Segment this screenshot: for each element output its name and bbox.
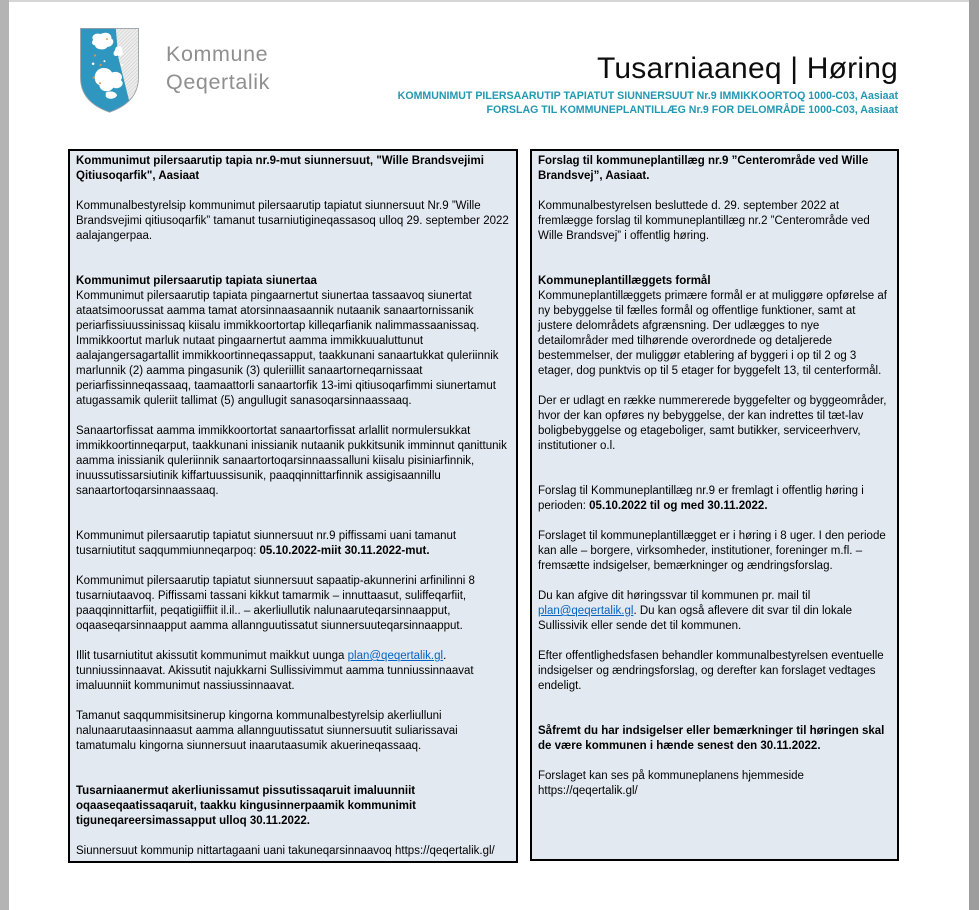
purpose [538, 289, 891, 379]
email-link[interactable]: plan@qeqertalik.gl [538, 605, 634, 617]
hearing-period [76, 529, 510, 559]
building-areas [538, 394, 891, 454]
hearing-info [538, 529, 891, 574]
purpose-heading [538, 274, 891, 289]
document-subtitle [398, 89, 898, 117]
text-run: Sanaartorfissat aamma immikkoortortat sanaartorfissat arlallit normulersukkat immikkoortinneqarput, taakkunani inissianik nutaanik pukkitsunik imminnut qanittunik aamma inissianik quleriinnik sanaartortoqarsinnaassalluni kiisalu pisiniarfinnik, inuussutissarsiutinik kiffartuussisunik, paaqqinnittarfinnik assigisaannillu sanaartortoqarsinnaassaaq. [76, 425, 507, 497]
subtitle-line-greenlandic: KOMMUNIMUT PILERSAARUTIP TAPIATUT SIUNNERSUUT Nr.9 IMMIKKOORTOQ 1000-C03, Aasiaat [397, 90, 898, 102]
text-run: Kommunimut pilersaarutip tapiatut siunnersuut nr.9 piffissami uani tamanut tusarniutitut saqqummiunneqarpoq: [76, 530, 457, 557]
page-edge-right [969, 0, 979, 910]
text-run: Kommunimut pilersaarutip tapiata pingaarnertut siunertaa tassaavoq siunertat ataatsimoorussat aamma tamat atorsinnaasaannik nutaanik sanaartornissanik periarfissiuussinissaq kiisalu immikkoortortap killeqarfianik nalimmassaanissaq. Immikkoortut marluk nutaat pingaarnertut aamma immikkuualuttunut aalajangersagartallit immikkoortinneqassapput, taakkunani sanaartukkat quleriinnik marlunnik (2) aamma pingasunik (3) quleriillit sanaartorneqarnissaat periarfissinneqassaaq, taamaattorli sanaartorfik 13-imi qitiusoqarfimmi siunertamut atugassamik quleriit tallimat (5) angullugit sanasoqarsinnaassaaq. [76, 290, 499, 407]
text-run: Såfremt du har indsigelser eller bemærkninger til høringen skal de være kommunen i hænde senest den 30.11.2022. [538, 725, 885, 752]
logo-text [166, 40, 270, 97]
text-run: Forslaget til kommuneplantillægget er i høring i 8 uger. I den periode kan alle – borgere, virksomheder, institutioner, foreninger m.fl. – fremsætte indsigelser, bemærkninger og ændringsforslag. [538, 530, 886, 572]
kommune-qeqertalik-crest-icon [78, 24, 141, 116]
deadline-notice [538, 724, 891, 754]
text-run: Du kan afgive dit høringssvar til kommunen pr. mail til [538, 590, 811, 602]
text-run: Kommuneplantillæggets primære formål er at muliggøre opførelse af ny bebyggelse til fælles formål og offentlige funktioner, samt at justere delområdets afgrænsning. Der udlægges to nye detailområder med tilhørende overordnede og detaljerede bestemmelser, der muliggør etablering af byggeri i op til 2 og 3 etager, dog punktvis op til 5 etager for byggefelt 13, til centerformål. [538, 290, 887, 377]
text-run: Kommunalbestyrelsip kommunimut pilersaarutip tapiatut siunnersuut Nr.9 ”Wille Brandsvejimi qitiusoqarfik” tamanut tusarniutigineqassasoq ulloq 29. september 2022 aalajangerpaa. [76, 200, 509, 242]
text-run: Kommunimut pilersaarutip tapia nr.9-mut siunnersuut, "Wille Brandsvejimi Qitiusoqarfik", Aasiaat [76, 155, 484, 182]
submit-response [76, 649, 510, 694]
page-edge-top [9, 0, 969, 2]
text-run: 05.10.2022-miit 30.11.2022-mut. [259, 545, 430, 557]
after-hearing [76, 709, 510, 754]
danish-text-column [530, 149, 899, 861]
text-run: Tamanut saqqummisitsinerup kingorna kommunalbestyrelsip akerliulluni nalunaarutaasinnaasut aamma allannguutissatut siunnersuutit suliarissavai tamatumalu kingorna siunnersuut inaarutaasumik akuerineqassaaq. [76, 710, 458, 752]
text-run: Efter offentlighedsfasen behandler kommunalbestyrelsen eventuelle indsigelser og ændringsforslag, og derefter kan forslaget vedtages endeligt. [538, 650, 884, 692]
text-run: Kommunimut pilersaarutip tapiata siunertaa [76, 275, 317, 287]
text-run: Kommuneplantillæggets formål [538, 275, 711, 287]
text-run: Kommunalbestyrelsen besluttede d. 29. september 2022 at fremlægge forslag til kommuneplantillæg nr.2 ”Centerområde ved Wille Brandsvej” i offentlig høring. [538, 200, 870, 242]
text-run: Tusarniaanermut akerliunissamut pissutissaqaruit imaluunniit oqaaseqaatissaqaruit, taakku kingusinnerpaamik kommunimit tiguneqareersimassapput ulloq 30.11.2022. [76, 785, 416, 827]
page-edge-left [0, 0, 9, 910]
hearing-period [538, 484, 891, 514]
deadline-notice [76, 784, 510, 829]
purpose-heading [76, 274, 510, 289]
intro [76, 199, 510, 244]
document-title: Tusarniaaneq | Høring [596, 52, 898, 85]
text-run: . tunniussinnaavat. Akissutit najukkarni Sullissivimmut aamma tunniussinnaavat imaluunniit kommunimut nassiussinnaavat. [76, 650, 474, 692]
intro [538, 199, 891, 244]
hearing-info [76, 574, 510, 634]
building-areas [76, 424, 510, 499]
text-run: Forslag til kommuneplantillæg nr.9 ”Centerområde ved Wille Brandsvej”, Aasiaat. [538, 155, 869, 182]
website-reference [538, 769, 891, 799]
text-run: Siunnersuut kommunip nittartagaani uani takuneqarsinnaavoq https://qeqertalik.gl/ [76, 845, 495, 857]
text-run: 05.10.2022 til og med 30.11.2022. [589, 500, 768, 512]
title-block [398, 52, 898, 117]
after-hearing [538, 649, 891, 694]
intro-title [538, 154, 891, 184]
logo-text-line2: Qeqertalik [166, 70, 270, 95]
purpose [76, 289, 510, 409]
greenlandic-text-column [68, 149, 518, 863]
website-reference [76, 844, 510, 859]
intro-title [76, 154, 510, 184]
text-run: Forslag til Kommuneplantillæg nr.9 er fremlagt i offentlig høring i perioden: [538, 485, 864, 512]
text-run: Kommunimut pilersaarutip tapiatut siunnersuut sapaatip-akunnerini arfinilinni 8 tusarniutaavoq. Piffissami tassani kikkut tamarmik – innuttaasut, suliffeqarfiit, paaqqinnittarfiit, peqatigiiffiit il.il.. – akerliullutik nalunaaruteqarsinnaapput, oqaaseqarsinnaapput aamma allannguutissatut siunnersuuteqarsinnaapput. [76, 575, 475, 632]
text-run: Forslaget kan ses på kommuneplanens hjemmeside https://qeqertalik.gl/ [538, 770, 804, 797]
text-run: . Du kan også aflevere dit svar til din lokale Sullissivik eller sende det til kommunen. [538, 605, 853, 632]
email-link[interactable]: plan@qeqertalik.gl [347, 650, 444, 662]
text-run: Der er udlagt en række nummererede byggefelter og byggeområder, hvor der kan opføres ny bebyggelse, der kan indrettes til tæt-lav boligbebyggelse og etageboliger, samt butikker, serviceerhverv, institutioner o.l. [538, 395, 887, 452]
submit-response [538, 589, 891, 634]
logo-text-line1: Kommune [166, 42, 269, 66]
text-run: Illit tusarniutitut akissutit kommunimut maikkut uunga [76, 650, 348, 662]
subtitle-line-danish: FORSLAG TIL KOMMUNEPLANTILLÆG Nr.9 FOR DELOMRÅDE 1000-C03, Aasiaat [486, 104, 898, 116]
